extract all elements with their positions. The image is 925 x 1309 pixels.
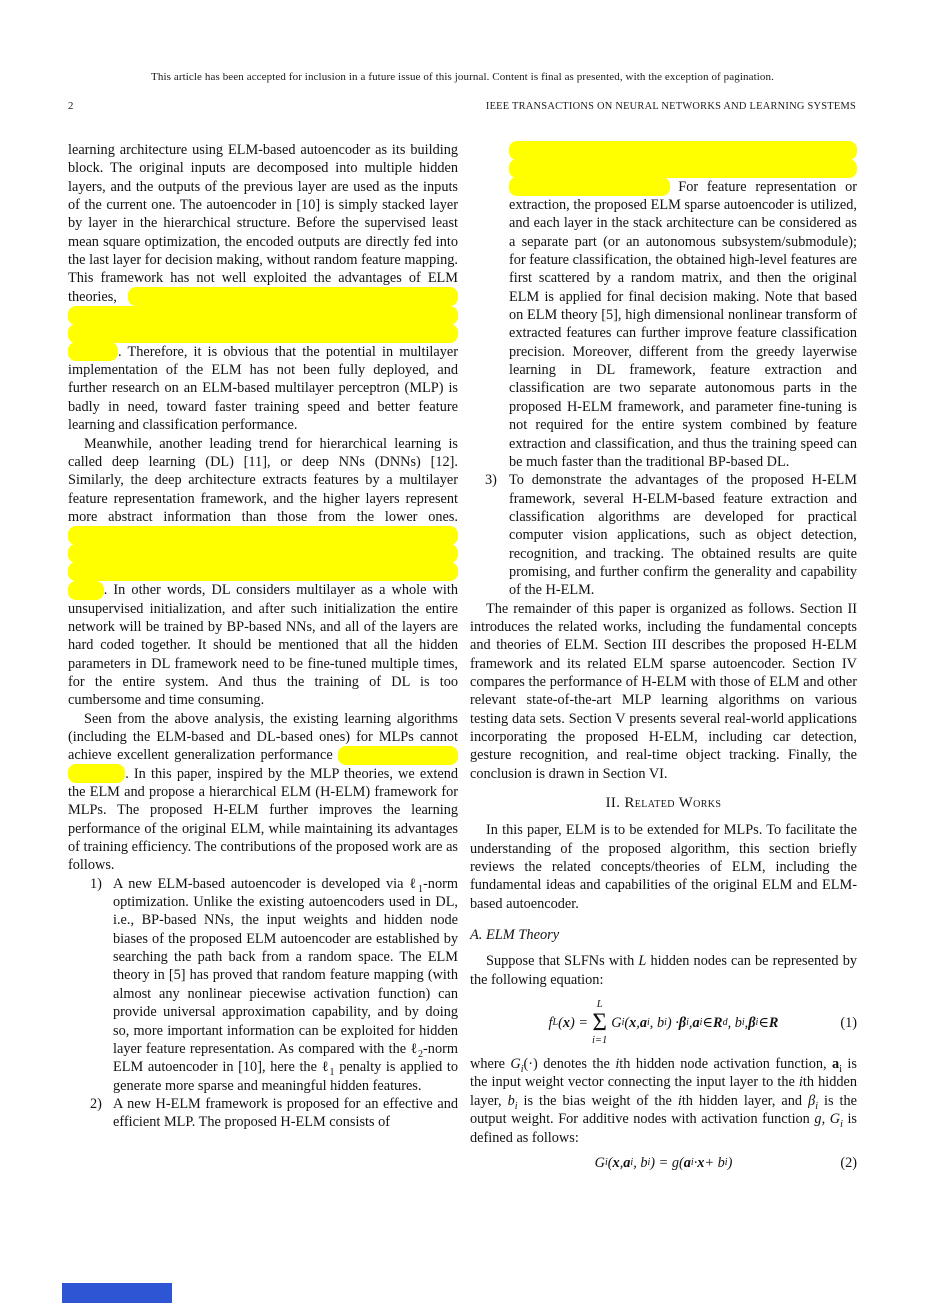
acceptance-notice: This article has been accepted for inclusion in a future issue of this journal. Content is final as presented, with the exception of pagination. — [151, 71, 774, 83]
equation — [470, 1154, 857, 1172]
highlight-redaction — [509, 141, 857, 197]
paragraph: Seen from the above analysis, the existing learning algorithms (including the ELM-based and DL-based ones) for MLPs cannot achieve excellent generalization performance . In this paper, inspired by the MLP theories, we extend the ELM and propose a hierarchical ELM (H-ELM) framework for MLPs. The proposed H-ELM further improves the learning performance of the original ELM, while maintaining its advantages of training efficiency. The contributions of the proposed work are as follows. — [68, 710, 458, 874]
subsection-heading: A. ELM Theory — [470, 927, 560, 944]
list-item — [470, 471, 857, 599]
highlight-redaction — [68, 287, 458, 361]
section-heading: II. Related Works — [605, 795, 722, 812]
list-item-text: A new ELM-based autoencoder is developed via ℓ$_1$-norm optimization. Unlike the existing autoencoders used in DL, i.e., BP-based NNs, the input weights and hidden node biases of the proposed ELM autoencoder are established by searching the path back from a random space. The ELM theory in [5] has proved that random feature mapping (with almost any nonlinear piecewise activation function) can provide universal approximation capability, and by doing so, more important information can be exploited for hidden layer feature representation. As compared with the ℓ$_2$-norm ELM autoencoder in [10], here the ℓ$_1$ penalty is applied to generate more sparse and meaningful hidden features. — [113, 875, 458, 1094]
blue-marker — [62, 1283, 172, 1303]
list-item — [68, 875, 458, 1095]
list-item-text: A new H-ELM framework is proposed for an effective and efficient MLP. The proposed H-ELM consists of — [113, 1095, 458, 1131]
running-header — [68, 100, 856, 112]
summation-symbol: L Σ i=1 — [591, 999, 608, 1046]
equation — [470, 996, 857, 1050]
paragraph: Meanwhile, another leading trend for hierarchical learning is called deep learning (DL) [11], or deep NNs (DNNs) [12]. Similarly, the deep architecture extracts features by a multilayer feature representation framework, and the higher layers represent more abstract information than those from the lower ones. . In other words, DL considers multilayer as a whole with unsupervised initialization, and after such initialization the entire network will be trained by BP-based NNs, and all of the layers are hard coded together. It should be mentioned that all the hidden parameters in DL framework need to be fine-tuned multiple times, for the entire system. And thus the training of DL is too cumbersome and time consuming. — [68, 435, 458, 709]
list-number: 2) — [90, 1095, 102, 1112]
equation-number: (2) — [840, 1154, 857, 1171]
list-number: 1) — [90, 875, 102, 892]
paragraph: where $G_i(\cdot)$ denotes the ith hidden node activation function, $a_i$ is the input weight vector connecting the input layer to the ith hidden layer, $b_i$ is the bias weight of the ith hidden layer, and $\beta_i$ is the output weight. For additive nodes with activation function g, $G_i$ is defined as follows: — [470, 1056, 858, 1146]
paragraph: Suppose that SLFNs with L hidden nodes can be represented by the following equation: — [470, 953, 857, 988]
equation-body: G i ( x , a i , b i ) = g( a i · x + b i ) — [594, 1154, 733, 1171]
paragraph: learning architecture using ELM-based autoencoder as its building block. The original inputs are decomposed into multiple hidden layers, and the outputs of the previous layer are used as the inputs of the current one. The autoencoder in [10] is simply stacked layer by layer in the hierarchical structure. Before the supervised least mean square optimization, the encoded outputs are directly fed into the last layer for decision making, without random feature mapping. This framework has not well exploited the advantages of ELM theories, . Therefore, it is obvious that the potential in multilayer implementation of the ELM has not been fully deployed, and further research on an ELM-based multilayer perceptron (MLP) is badly in need, toward faster training speed and better feature learning and classification performance. — [68, 142, 458, 434]
equation-body: f L ( x ) = L Σ i=1 G i ( x , a i , b i ) · β i , a i ∈ R d , b i , β i ∈ R — [548, 999, 779, 1046]
equation-number: (1) — [840, 1014, 857, 1031]
list-number: 3) — [485, 472, 497, 489]
journal-title: IEEE TRANSACTIONS ON NEURAL NETWORKS AND LEARNING SYSTEMS — [485, 101, 856, 112]
paragraph: The remainder of this paper is organized as follows. Section II introduces the related works, including the fundamental concepts and theories of ELM. Section III describes the proposed H-ELM framework and its related ELM sparse autoencoder. Section IV compares the performance of H-ELM with those of ELM and other relevant state-of-the-art MLP learning algorithms on various testing data sets. Section V presents several real-world applications incorporating the proposed H-ELM, including car detection, gesture recognition, and real-time object tracking. Finally, the conclusion is drawn in Section VI. — [470, 600, 857, 782]
paragraph: In this paper, ELM is to be extended for MLPs. To facilitate the understanding of the proposed algorithm, this section briefly reviews the related concepts/theories of ELM, including the fundamental ideas and capabilities of the original ELM and ELM-based autoencoder. — [470, 822, 857, 912]
left-column — [68, 141, 458, 1132]
list-item — [68, 1095, 458, 1132]
list-item-continuation: For feature representation or extraction, the proposed ELM sparse autoencoder is utilized, and each layer in the stack architecture can be considered as a separate part (or an autonomous subsystem/submodule); for feature classification, the obtained high-level features are first scattered by a random matrix, and then the original ELM is applied for final decision making. Note that based on ELM theory [5], high dimensional nonlinear transform of extracted features can further improve feature classification precision. Moreover, different from the greedy layerwise learning in DL framework, feature extraction and classification are two separate autonomous parts in the proposed H-ELM framework, and parameter fine-tuning is not required for the entire system combined by feature extraction and classification, and thus the training speed can be much faster than the traditional BP-based DL. — [470, 141, 857, 471]
list-item-text: To demonstrate the advantages of the proposed H-ELM framework, several H-ELM-based feature extraction and classification algorithms are developed for practical computer vision applications, such as object detection, recognition, and tracking. The obtained results are quite promising, and further confirm the generality and capability of the H-ELM. — [509, 472, 857, 599]
right-column — [470, 141, 857, 1177]
highlight-redaction — [68, 746, 458, 783]
page-number: 2 — [68, 100, 74, 112]
highlight-redaction — [68, 526, 458, 600]
